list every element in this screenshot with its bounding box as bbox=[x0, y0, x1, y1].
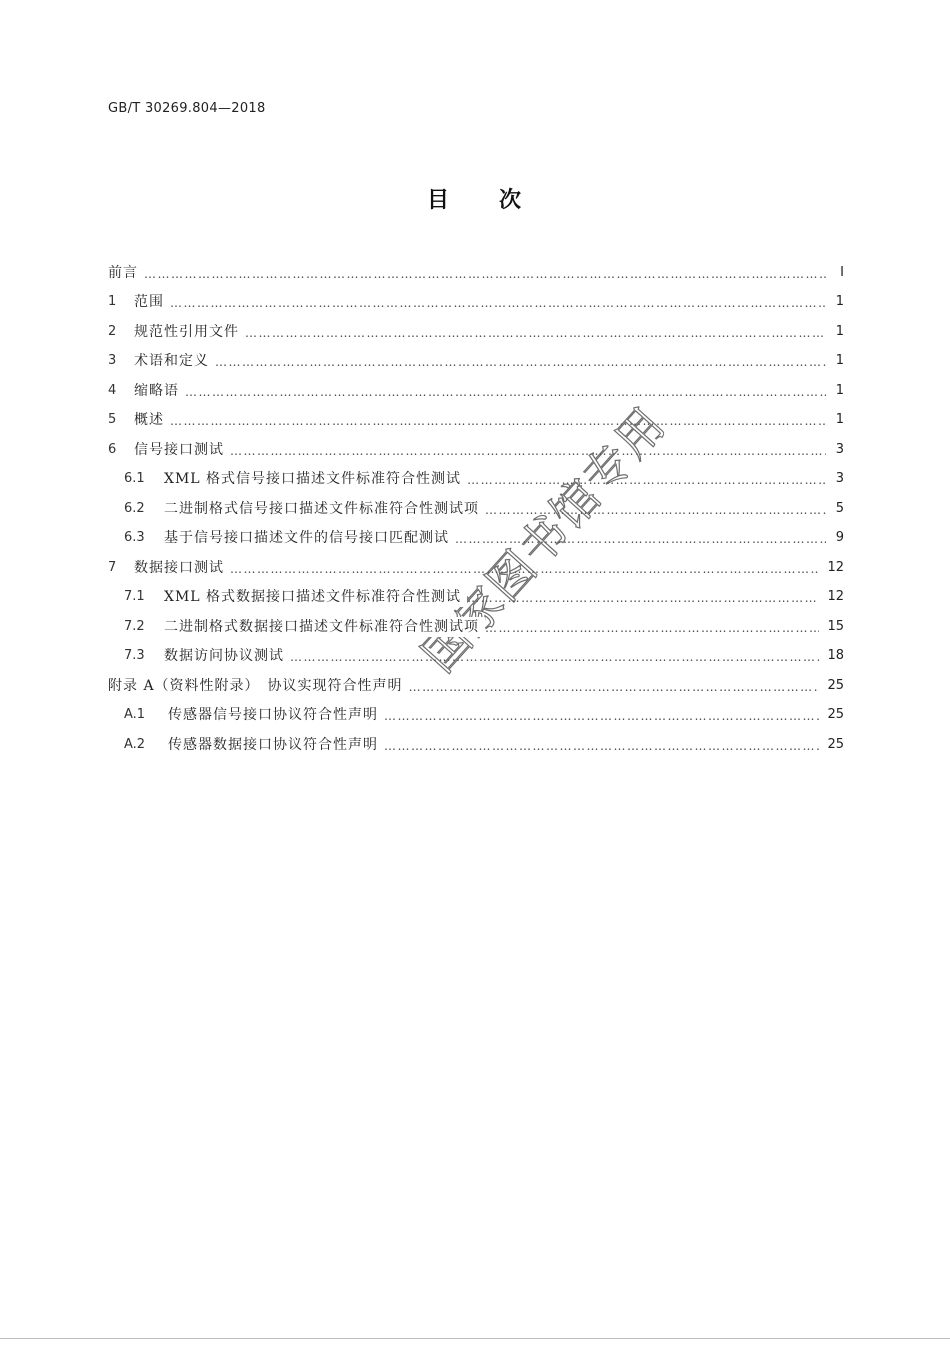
toc-entry-a-1[interactable] bbox=[108, 701, 844, 731]
toc-label: 范围 bbox=[134, 292, 170, 312]
toc-entry-4[interactable] bbox=[108, 376, 844, 406]
toc-number: 6 bbox=[108, 441, 117, 457]
toc-number: 5 bbox=[108, 412, 117, 428]
toc-number: 7 bbox=[108, 559, 117, 575]
toc-label: 二进制格式数据接口描述文件标准符合性测试项 bbox=[164, 617, 485, 637]
toc-label: 缩略语 bbox=[134, 381, 185, 401]
leader-dots bbox=[384, 735, 819, 755]
toc-number: 4 bbox=[108, 382, 117, 398]
toc-entry-7[interactable] bbox=[108, 553, 844, 583]
toc-number: A.1 bbox=[124, 707, 146, 723]
toc-entry-1[interactable] bbox=[108, 288, 844, 318]
toc-page-number: 3 bbox=[826, 440, 844, 460]
toc-entry-2[interactable] bbox=[108, 317, 844, 347]
leader-dots bbox=[485, 617, 819, 637]
toc-label: 二进制格式信号接口描述文件标准符合性测试项 bbox=[164, 499, 485, 519]
leader-dots bbox=[170, 410, 826, 430]
toc-page-number: 1 bbox=[826, 322, 844, 342]
toc-entry-3[interactable] bbox=[108, 347, 844, 377]
toc-entry-a-2[interactable] bbox=[108, 730, 844, 760]
leader-dots bbox=[230, 558, 819, 578]
leader-dots bbox=[290, 646, 819, 666]
toc-page-number: 9 bbox=[826, 528, 844, 548]
leader-dots bbox=[467, 587, 819, 607]
toc-number: 7.3 bbox=[124, 648, 145, 664]
toc-label: 概述 bbox=[134, 410, 170, 430]
toc-number: 3 bbox=[108, 353, 117, 369]
toc-label: 信号接口测试 bbox=[134, 440, 230, 460]
toc-entry-6-2[interactable] bbox=[108, 494, 844, 524]
toc-page-number: 5 bbox=[826, 499, 844, 519]
leader-dots bbox=[230, 440, 826, 460]
toc-label: 传感器数据接口协议符合性声明 bbox=[168, 735, 384, 755]
toc-label: 附录 A（资料性附录） 协议实现符合性声明 bbox=[108, 676, 409, 696]
toc-page-number: 15 bbox=[819, 617, 844, 637]
toc-page-number: 25 bbox=[819, 735, 844, 755]
toc-page-number: 18 bbox=[819, 646, 844, 666]
toc-label: 前言 bbox=[108, 263, 144, 283]
leader-dots bbox=[245, 322, 826, 342]
leader-dots bbox=[215, 351, 826, 371]
toc-entry-7-2[interactable] bbox=[108, 612, 844, 642]
toc-label: 数据接口测试 bbox=[134, 558, 230, 578]
leader-dots bbox=[409, 676, 820, 696]
toc-number: 7.2 bbox=[124, 618, 145, 634]
toc-page-number: 1 bbox=[826, 381, 844, 401]
toc-entry-7-3[interactable] bbox=[108, 642, 844, 672]
toc-page-number: 3 bbox=[826, 469, 844, 489]
toc-number: A.2 bbox=[124, 736, 146, 752]
toc-page-number: 12 bbox=[819, 558, 844, 578]
toc-label: XML 格式数据接口描述文件标准符合性测试 bbox=[164, 587, 467, 607]
page-bottom-divider bbox=[0, 1338, 950, 1339]
leader-dots bbox=[185, 381, 826, 401]
toc-page-number: 1 bbox=[826, 351, 844, 371]
standard-code: GB/T 30269.804—2018 bbox=[108, 101, 266, 116]
leader-dots bbox=[384, 705, 819, 725]
toc-number: 7.1 bbox=[124, 589, 145, 605]
toc-page-number: 1 bbox=[826, 410, 844, 430]
leader-dots bbox=[144, 263, 826, 283]
toc-label: 规范性引用文件 bbox=[134, 322, 245, 342]
toc-page-number: 25 bbox=[819, 705, 844, 725]
toc-page-number: 12 bbox=[819, 587, 844, 607]
leader-dots bbox=[485, 499, 826, 519]
toc-entry-annex-a[interactable] bbox=[108, 671, 844, 701]
toc-number: 1 bbox=[108, 294, 117, 310]
toc-number: 6.3 bbox=[124, 530, 145, 546]
toc-page-number: 1 bbox=[826, 292, 844, 312]
leader-dots bbox=[170, 292, 826, 312]
leader-dots bbox=[455, 528, 826, 548]
toc-number: 6.1 bbox=[124, 471, 145, 487]
toc-entry-foreword[interactable] bbox=[108, 258, 844, 288]
leader-dots bbox=[467, 469, 826, 489]
toc-entry-5[interactable] bbox=[108, 406, 844, 436]
toc-number: 2 bbox=[108, 323, 117, 339]
toc-number: 6.2 bbox=[124, 500, 145, 516]
toc-label: 术语和定义 bbox=[134, 351, 215, 371]
toc-entry-6-3[interactable] bbox=[108, 524, 844, 554]
toc-label: 数据访问协议测试 bbox=[164, 646, 290, 666]
library-watermark: 国家图书馆专用 bbox=[411, 396, 677, 683]
toc-entry-6-1[interactable] bbox=[108, 465, 844, 495]
toc-title: 目 次 bbox=[426, 188, 523, 213]
table-of-contents bbox=[108, 258, 844, 760]
toc-page-number: Ⅰ bbox=[826, 263, 844, 283]
toc-label: XML 格式信号接口描述文件标准符合性测试 bbox=[164, 469, 467, 489]
toc-entry-7-1[interactable] bbox=[108, 583, 844, 613]
toc-entry-6[interactable] bbox=[108, 435, 844, 465]
toc-page-number: 25 bbox=[819, 676, 844, 696]
toc-label: 传感器信号接口协议符合性声明 bbox=[168, 705, 384, 725]
toc-label: 基于信号接口描述文件的信号接口匹配测试 bbox=[164, 528, 455, 548]
